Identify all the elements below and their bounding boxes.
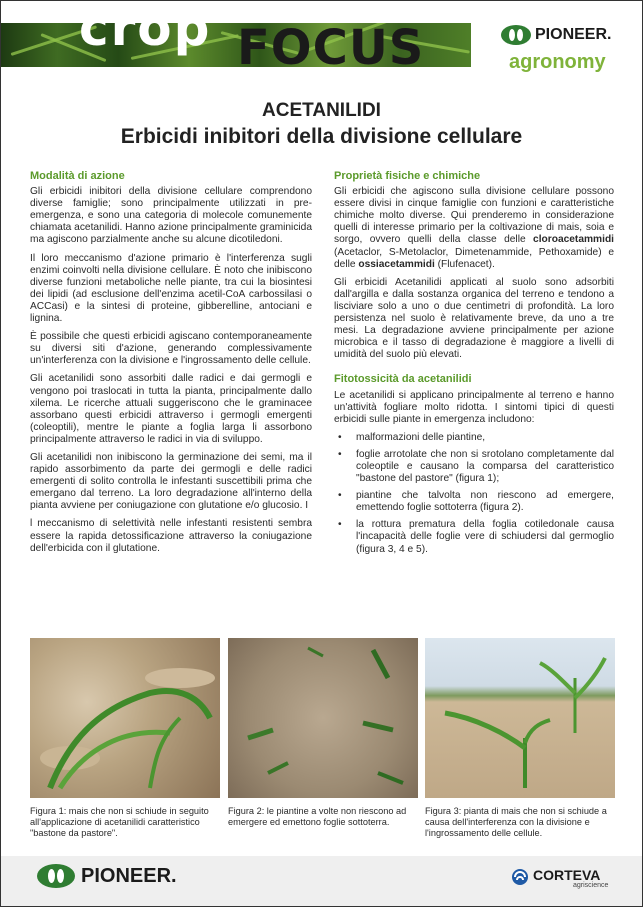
left-column: [30, 170, 312, 561]
pioneer-logo-word: PIONEER.: [81, 864, 177, 887]
agronomy-label: agronomy: [509, 51, 606, 73]
figure-2-photo: [228, 638, 418, 798]
paragraph: Gli erbicidi Acetanilidi applicati al suolo sono adsorbiti dall'argilla e dalla sostanza organica del terreno e tendono a lisciviare solo a uno o due centimetri di profondità. La loro persistenza nel suolo è relativamente breve, da uno a tre mesi. La degradazione avviene principalmente per azione microbica e il tasso di degradazione è maggiore a livelli di umidità del suolo più elevati.: [334, 276, 614, 361]
paragraph: Gli acetanilidi sono assorbiti dalle radici e dai germogli e vengono poi traslocati in tutta la pianta, principalmente dallo xilema. Le ricerche attuali suggeriscono che le graminacee assorbano questi erbicidi attraverso i germogli emergenti (coleoptili), mentre le piante a foglia larga li assorbono principalmente attraverso le radici in via di sviluppo.: [30, 373, 312, 445]
page-title: ACETANILIDI: [262, 100, 381, 121]
paragraph: Il loro meccanismo d'azione primario è l'interferenza sugli enzimi coinvolti nella divisione cellulare. È noto che inibiscono diverse funzioni metaboliche nelle piante, tra cui la biosintesi dei lipidi (ad esclusione dell'enzima acetil-CoA carbossilasi o ACCasi) e la sintesi di proteine, gibberelline, antociani e lignina.: [30, 252, 312, 325]
corteva-logo: [511, 868, 608, 890]
text-run: Gli erbicidi che agiscono sulla divisione cellulare possono essere divisi in cinque famiglie con funzioni e caratteristiche chimiche molto diverse. Qui prenderemo in considerazione quelli di interesse primario per la coltivazione di mais, soia e sorgo, ovvero quelli della classe delle: [334, 186, 614, 246]
page-subtitle: Erbicidi inibitori della divisione cellulare: [120, 125, 523, 148]
figure-1-caption: Figura 1: mais che non si schiude in seguito all'applicazione di acetanilidi caratteristico "bastone da pastore".: [30, 806, 209, 838]
text-run: (Flufenacet).: [434, 258, 495, 270]
section-heading-fitotossicita: Fitotossicità da acetanilidi: [334, 373, 472, 386]
figure-3-caption: Figura 3: pianta di mais che non si schiude a causa dell'interferenza con la divisione e l'ingrossamento delle cellule.: [425, 806, 607, 838]
right-column: [334, 170, 614, 561]
text-run: (Acetaclor, S-Metolaclor, Dimetenammide, Pethoxamide) e delle: [334, 246, 614, 270]
paragraph: l meccanismo di selettività nelle infestanti resistenti sembra essere la rapida detossificazione attraverso la coniugazione dell'erbicida con il glutatione.: [30, 518, 312, 554]
section-heading-modalita: Modalità di azione: [30, 170, 125, 182]
list-item: • foglie arrotolate che non si srotolano completamente dal coleoptile e causano la comparsa del caratteristico "bastone del pastore" (figura 1);: [334, 449, 614, 485]
paragraph: Gli erbicidi inibitori della divisione cellulare comprendono diverse famiglie; sono principalmente utilizzati in pre-emergenza, e sono una categoria di molecole comunemente chiamata acetanilidi. Hanno azione principalmente graminicida ma agiscono parzialmente anche su alcune dicotiledoni.: [30, 186, 313, 246]
paragraph: [334, 186, 614, 271]
footer: [1, 856, 642, 906]
list-item: • la rottura prematura della foglia cotiledonale causa l'incapacità delle foglie vere di schiudersi dal germoglio (figura 3, 4 e 5).: [334, 519, 614, 555]
pioneer-logo-top: [501, 25, 611, 45]
corteva-logo-word: CORTEVA: [533, 867, 601, 883]
pioneer-logo-bottom: [37, 864, 177, 888]
paragraph: Le acetanilidi si applicano principalmente al terreno e hanno un'attività fogliare molto ridotta. I sintomi tipici di questi erbicidi sulle piante in emergenza includono:: [334, 389, 614, 425]
bold-term: ossiacetammidi: [358, 258, 435, 270]
pioneer-logo-word: PIONEER.: [535, 26, 612, 43]
pioneer-logo-icon: [37, 864, 75, 888]
header: [1, 1, 642, 93]
brand-focus-text: FOCUS: [237, 20, 425, 76]
section-heading-proprieta: Proprietà fisiche e chimiche: [334, 170, 481, 182]
corteva-logo-sub: agriscience: [573, 882, 609, 889]
pioneer-logo-icon: [501, 25, 531, 45]
figure-3-photo: [425, 638, 615, 798]
corteva-logo-icon: [511, 868, 529, 886]
list-item: • piantine che talvolta non riescono ad emergere, emettendo foglie sottoterra (figura 2).: [334, 490, 614, 514]
figure-1-photo: [30, 638, 220, 798]
symptom-list: [334, 432, 614, 556]
paragraph: Gli acetanilidi non inibiscono la germinazione dei semi, ma il rapido assorbimento da parte dei germogli e delle radici emergenti di solito controlla le infestanti suscettibili prima che emergano dal terreno. La loro degradazione all'interno della pianta avviene per coniugazione con glutatione e/o glucosio. I: [30, 451, 312, 512]
list-item: • malformazioni delle piantine,: [334, 432, 614, 444]
brand-crop-text: crop: [79, 0, 212, 57]
figure-2-caption: Figura 2: le piantine a volte non riescono ad emergere ed emettono foglie sottoterra.: [228, 806, 407, 827]
paragraph: È possibile che questi erbicidi agiscano contemporaneamente su diversi siti d'azione, generando complessivamente un'interferenza con la divisione e l'ingrossamento delle cellule.: [30, 331, 312, 367]
bold-term: cloroacetammidi: [533, 234, 614, 246]
